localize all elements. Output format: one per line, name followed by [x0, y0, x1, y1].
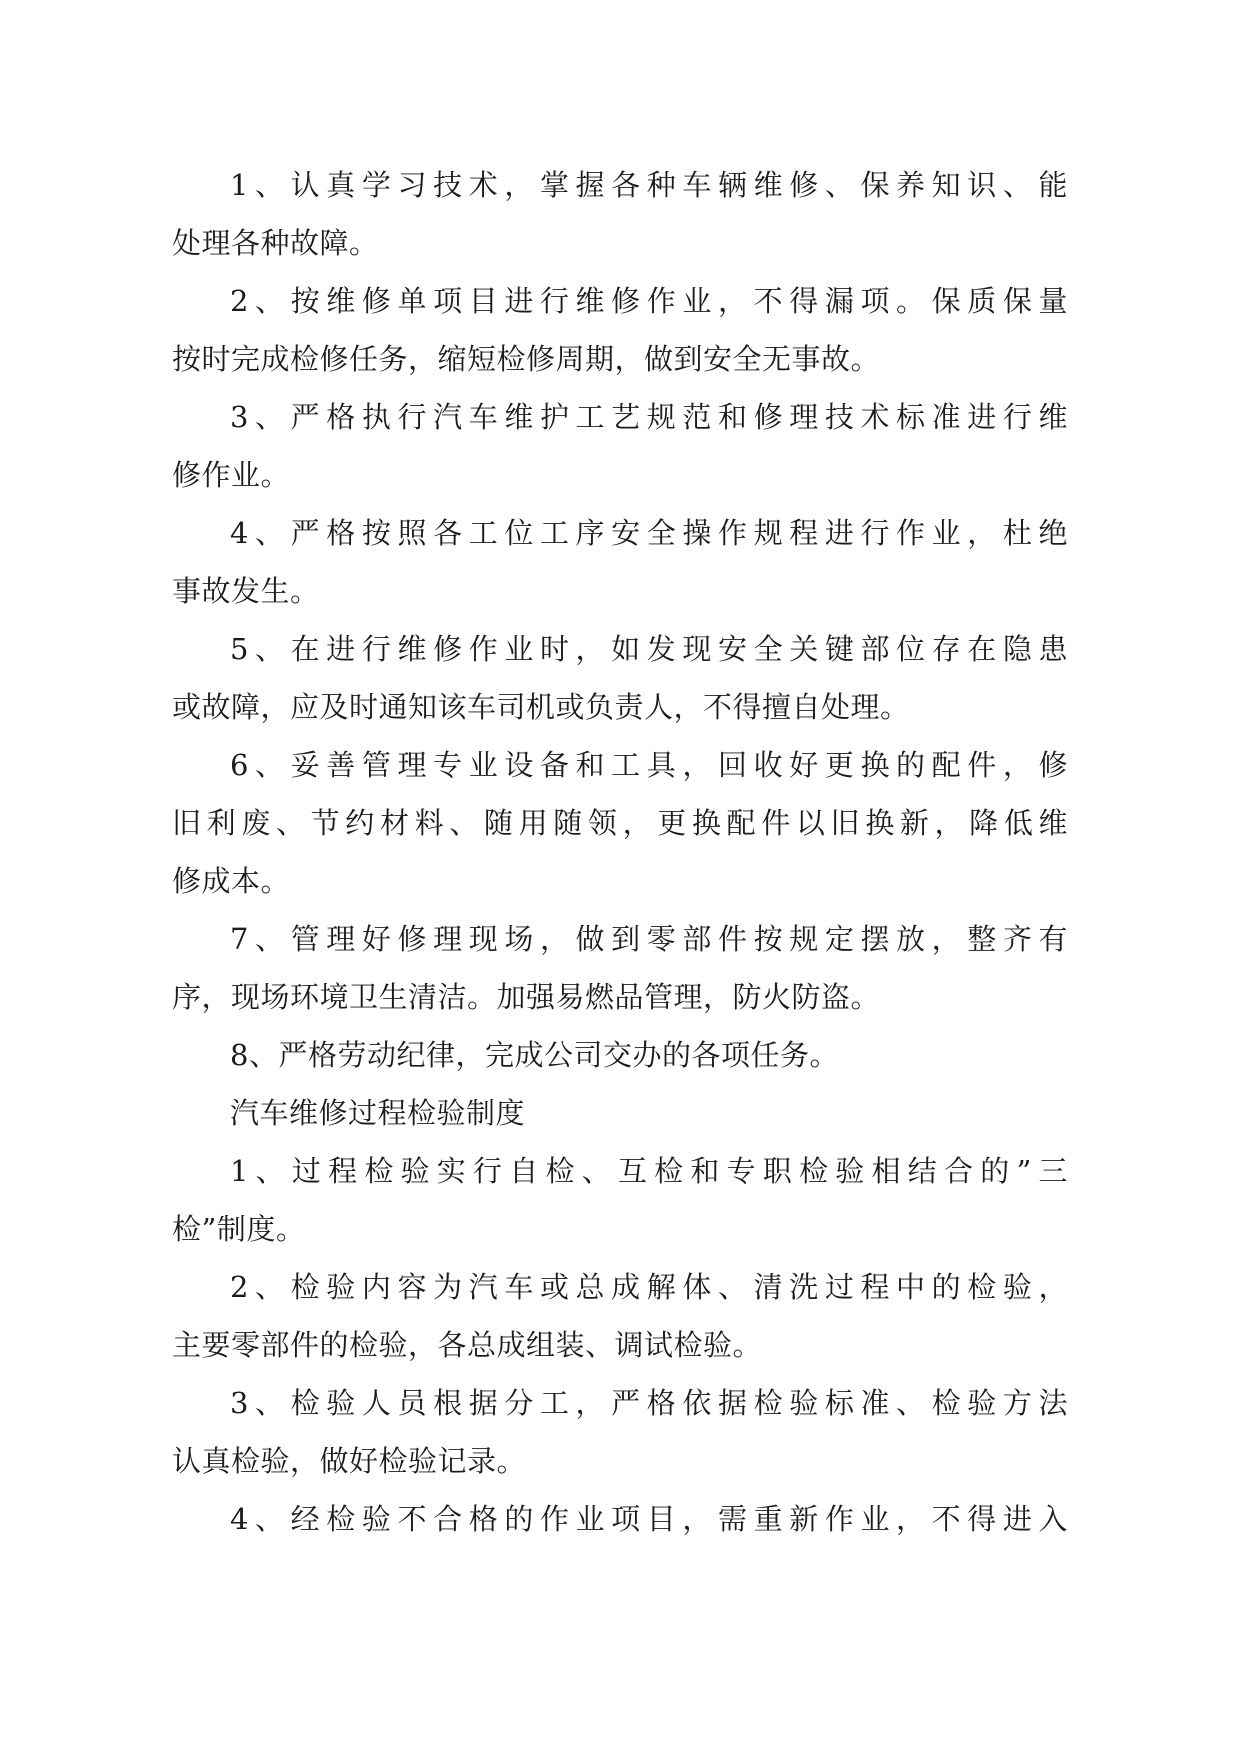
paragraph-6: [172, 736, 1068, 910]
paragraph-line: 序，现场环境卫生清洁。加强易燃品管理，防火防盗。: [172, 980, 881, 1014]
paragraph-line: 检”制度。: [172, 1212, 306, 1246]
paragraph-line: 1、认真学习技术，掌握各种车辆维修、保养知识、能: [230, 168, 1068, 202]
paragraph-line: 4、经检验不合格的作业项目，需重新作业，不得进入: [230, 1502, 1068, 1536]
paragraph-line: 主要零部件的检验，各总成组装、调试检验。: [172, 1328, 763, 1362]
section-paragraph-2: [172, 1258, 1068, 1374]
paragraph-line: 4、严格按照各工位工序安全操作规程进行作业，杜绝: [230, 516, 1068, 550]
paragraph-3: [172, 388, 1068, 504]
section-paragraph-3: [172, 1374, 1068, 1490]
paragraph-5: [172, 620, 1068, 736]
paragraph-7: [172, 910, 1068, 1026]
paragraph-line: 按时完成检修任务，缩短检修周期，做到安全无事故。: [172, 342, 881, 376]
paragraph-line: 7、管理好修理现场，做到零部件按规定摆放，整齐有: [230, 922, 1068, 956]
paragraph-2: [172, 272, 1068, 388]
paragraph-line: 2、检验内容为汽车或总成解体、清洗过程中的检验，: [230, 1270, 1068, 1304]
paragraph-line: 或故障，应及时通知该车司机或负责人，不得擅自处理。: [172, 690, 910, 724]
paragraph-line: 3、检验人员根据分工，严格依据检验标准、检验方法: [230, 1386, 1068, 1420]
section-heading-block: [172, 1084, 1068, 1142]
paragraph-4: [172, 504, 1068, 620]
paragraph-line: 修作业。: [172, 458, 291, 492]
paragraph-line: 6、妥善管理专业设备和工具，回收好更换的配件，修: [230, 748, 1068, 782]
paragraph-8: [172, 1026, 1068, 1084]
paragraph-line: 3、严格执行汽车维护工艺规范和修理技术标准进行维: [230, 400, 1068, 434]
paragraph-1: [172, 156, 1068, 272]
paragraph-line: 修成本。: [172, 864, 291, 898]
paragraph-line: 旧利废、节约材料、随用随领，更换配件以旧换新，降低维: [172, 806, 1068, 840]
paragraph-line: 认真检验，做好检验记录。: [172, 1444, 527, 1478]
paragraph-line: 处理各种故障。: [172, 226, 379, 260]
paragraph-line: 8、严格劳动纪律，完成公司交办的各项任务。: [230, 1038, 839, 1072]
section-paragraph-4: [172, 1490, 1068, 1548]
section-paragraph-1: [172, 1142, 1068, 1258]
paragraph-line: 1、过程检验实行自检、互检和专职检验相结合的”三: [230, 1154, 1068, 1188]
paragraph-line: 5、在进行维修作业时，如发现安全关键部位存在隐患: [230, 632, 1068, 666]
paragraph-line: 2、按维修单项目进行维修作业，不得漏项。保质保量: [230, 284, 1068, 318]
section-heading: 汽车维修过程检验制度: [230, 1096, 526, 1130]
paragraph-line: 事故发生。: [172, 574, 320, 608]
